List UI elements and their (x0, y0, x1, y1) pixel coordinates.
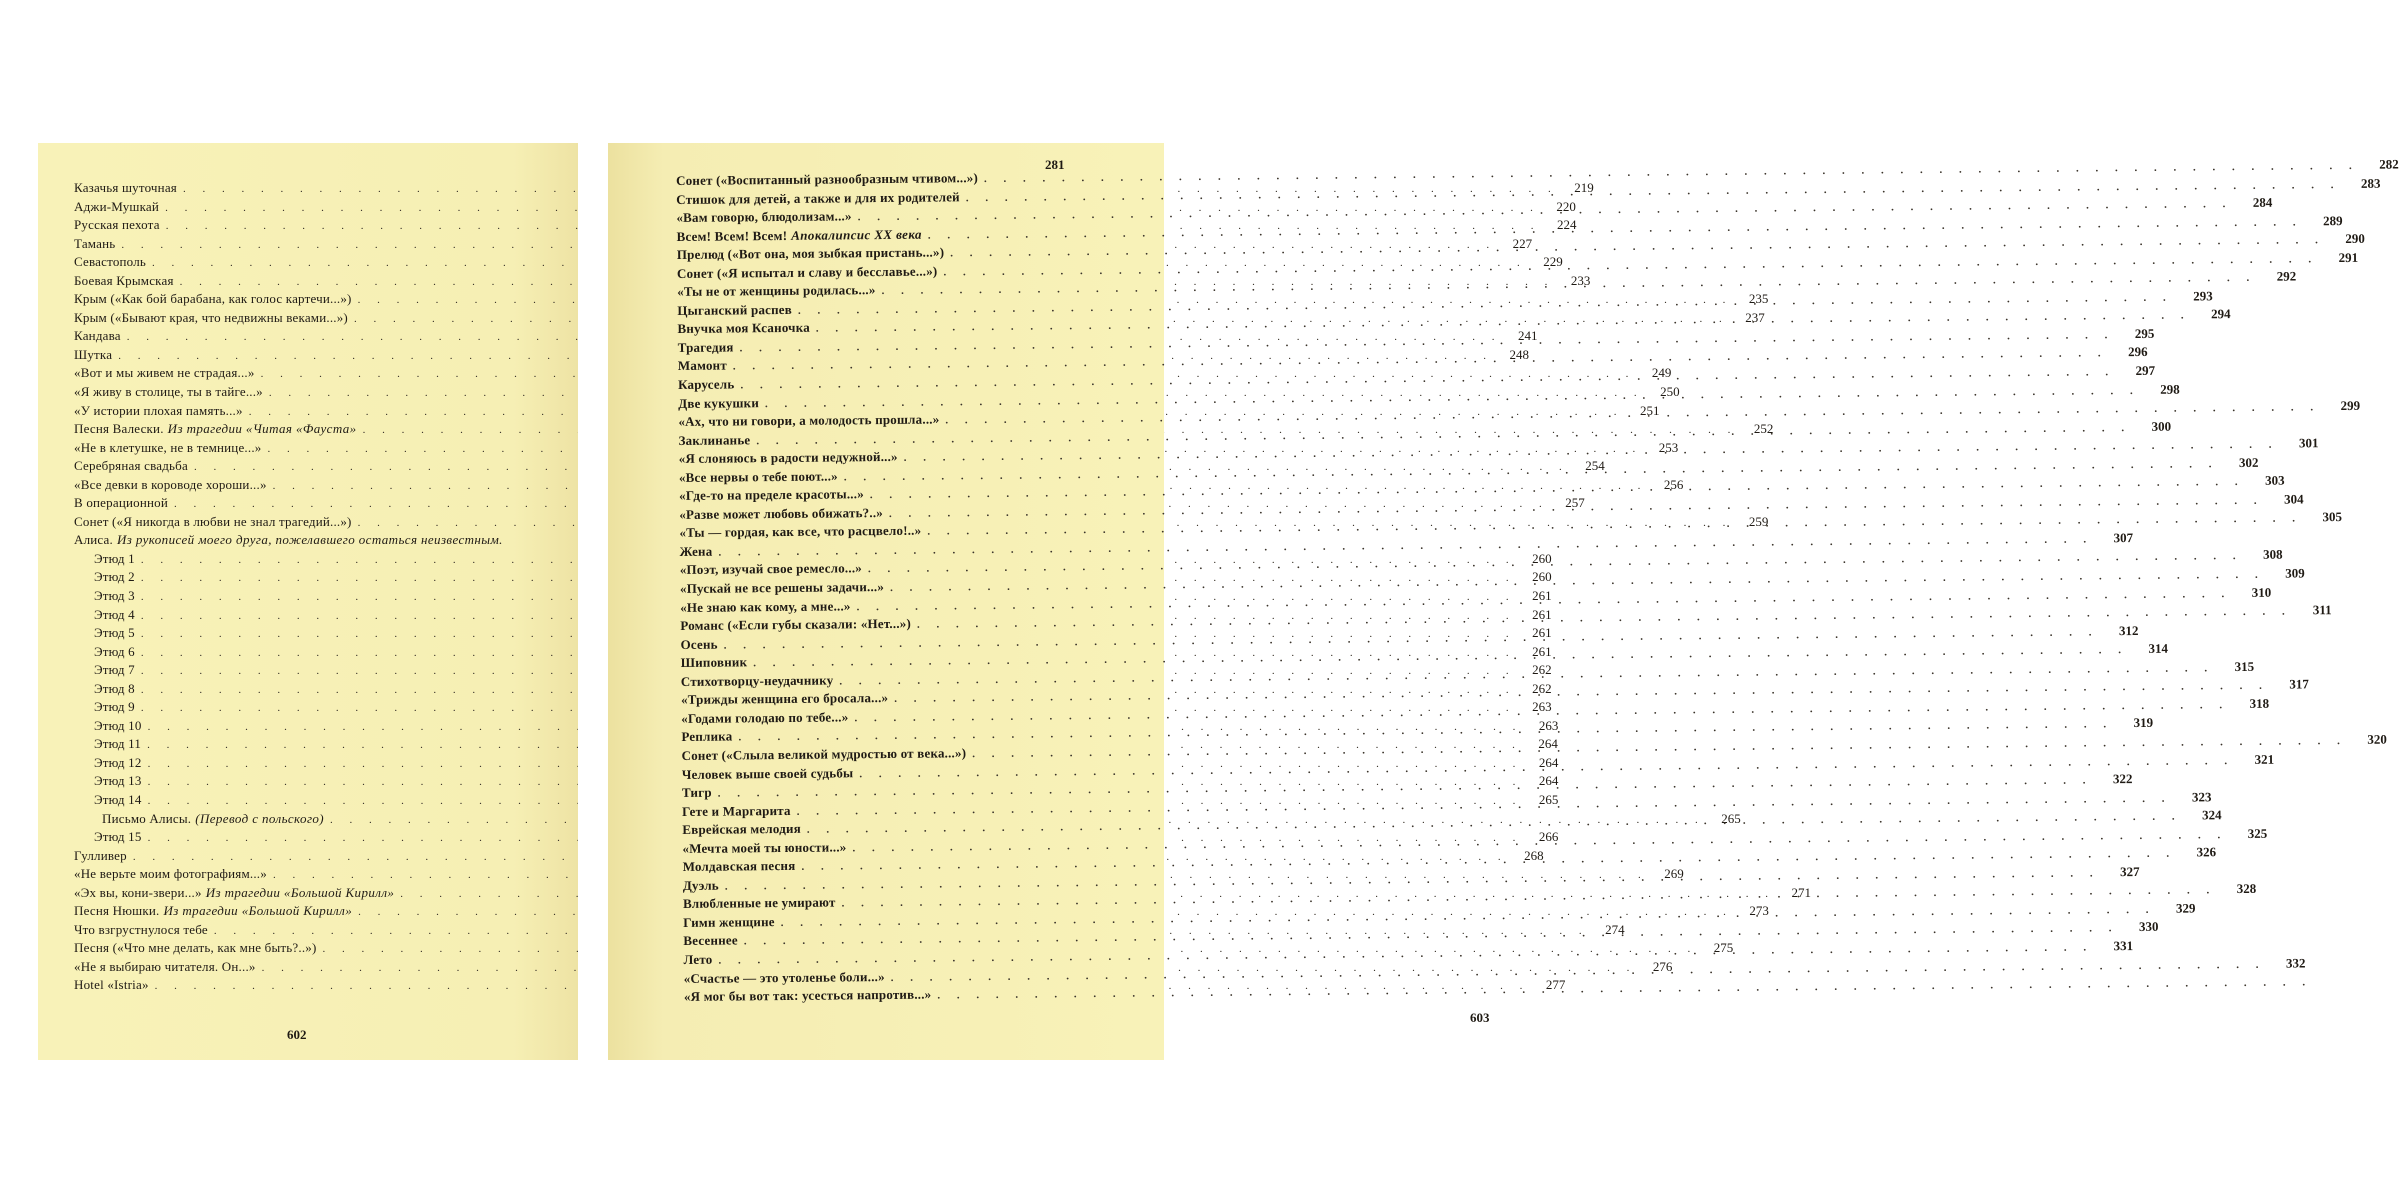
toc-entry-page: 302 (2238, 454, 2259, 470)
toc-entry-title: Шиповник (680, 654, 748, 671)
toc-entry-title: «Вам говорю, блюдолизам...» (676, 208, 852, 226)
toc-entry-title: «Где-то на пределе красоты...» (679, 486, 864, 504)
toc-entry-page: 241 (1518, 328, 1538, 344)
toc-entry-page: 303 (2264, 472, 2285, 489)
toc-entry-title: Реплика (681, 728, 733, 745)
toc-entry-page: 327 (2119, 863, 2140, 879)
toc-entry-title: Крым («Как бой барабана, как голос картечи...») (74, 291, 352, 307)
toc-entry-page: 268 (1524, 847, 1544, 863)
toc-entry-title: «Я живу в столице, ты в тайге...» (74, 384, 263, 400)
toc-entry-page: 264 (1538, 773, 1559, 789)
toc-entry-page: 264 (1538, 736, 1558, 752)
toc-entry-page: 328 (2236, 881, 2257, 897)
toc-entry-page: 224 (1556, 217, 1577, 233)
toc-entry-title: Лето (683, 951, 713, 967)
toc-entry-title: Этюд 6 (94, 643, 135, 659)
toc-entry-title: Этюд 12 (94, 754, 142, 770)
toc-entry-title: Этюд 9 (94, 699, 135, 715)
toc-entry-title: Мамонт (677, 357, 727, 374)
toc-entry-page: 262 (1532, 662, 1552, 678)
toc-entry-title: Этюд 10 (94, 717, 142, 733)
toc-entry-title: «Я мог бы вот так: усесться напротив...» (683, 986, 932, 1005)
toc-entry-title: В операционной (74, 495, 169, 511)
toc-entry-title: Казачья шуточная (74, 180, 177, 195)
toc-entry-title: Серебряная свадьба (74, 458, 188, 474)
toc-entry-note: Из трагедии «Большой Кирилл» (163, 903, 353, 919)
toc-entry-title: Стихотворцу-неудачнику (680, 672, 834, 689)
toc-entry-title: Цыганский распев (677, 301, 793, 318)
toc-entry-title: Что взгрустнулося тебе (74, 921, 208, 937)
toc-entry-title: Этюд 4 (94, 606, 135, 622)
toc-entry-title: «Годами голодаю по тебе...» (681, 709, 849, 726)
toc-entry-title: Человек выше своей судьбы (681, 764, 854, 782)
toc-entry-title: Карусель (677, 376, 735, 393)
toc-entry-page: 262 (1532, 680, 1552, 696)
toc-entry-page: 269 (1664, 866, 1684, 882)
toc-entry-page: 265 (1538, 792, 1559, 807)
toc-entry-title: «Пускай не все решены задачи...» (679, 579, 885, 597)
toc-entry-title: «Не я выбираю читателя. Он...» (74, 958, 256, 974)
toc-entry-page: 274 (1605, 921, 1625, 937)
toc-entry-page: 264 (1538, 754, 1559, 770)
toc-entry-title: Прелюд («Вот она, моя зыбкая пристань...») (676, 244, 945, 263)
toc-entry (74, 531, 540, 550)
toc-entry-page: 307 (2113, 529, 2134, 546)
toc-entry-title: Кандава (74, 328, 121, 344)
toc-entry-title: «Ты не от женщины родилась...» (677, 282, 876, 300)
toc-entry-title: Этюд 7 (94, 662, 135, 678)
toc-entry-title: «Эх вы, кони-звери...» (74, 884, 202, 900)
toc-entry-title: Этюд 3 (94, 587, 135, 603)
toc-entry-title: Песня Валески. (74, 421, 164, 437)
toc-entry-page: 253 (1658, 439, 1679, 455)
toc-entry-page: 263 (1538, 717, 1559, 733)
toc-entry-page: 317 (2289, 676, 2309, 692)
toc-entry-note: Апокалипсис XX века (791, 226, 922, 243)
toc-entry-title: Алиса. (74, 532, 113, 548)
toc-entry-page: 260 (1532, 569, 1552, 585)
left-page-number: 602 (287, 1027, 307, 1042)
toc-entry-page: 229 (1543, 254, 1563, 270)
toc-entry-page: 318 (2249, 695, 2270, 711)
toc-entry-page: 260 (1532, 550, 1552, 566)
toc-entry-page: 322 (2112, 771, 2133, 787)
toc-entry-title: Русская пехота (74, 217, 160, 233)
toc-entry-page: 290 (2345, 230, 2365, 247)
toc-entry-title: Осень (680, 636, 718, 652)
book-spread (38, 143, 2399, 1060)
toc-entry-page: 293 (2193, 288, 2213, 304)
toc-entry-page: 271 (1791, 884, 1812, 900)
toc-entry-title: «Ты — гордая, как все, что расцвело!..» (679, 523, 922, 541)
toc-entry-title: «Не верьте моим фотографиям...» (74, 866, 267, 882)
toc-entry-page: 265 (1721, 810, 1741, 826)
toc-entry-page: 283 (2360, 175, 2381, 191)
toc-entry-title: Всем! Всем! Всем! (676, 227, 788, 244)
toc-entry-page: 266 (1538, 829, 1559, 845)
toc-entry-title: Этюд 14 (94, 792, 142, 807)
right-page-number: 603 (1470, 1010, 1490, 1025)
toc-entry-title: «Поэт, изучай свое ремесло...» (679, 560, 863, 578)
toc-entry-title: Влюбленные не умирают (682, 894, 836, 912)
toc-entry-title: Этюд 1 (94, 550, 135, 566)
toc-entry-page: 219 (1574, 180, 1594, 195)
toc-entry-page: 261 (1532, 587, 1552, 603)
toc-entry-title: «Не знаю как кому, а мне...» (680, 597, 851, 615)
toc-entry-page: 298 (2160, 381, 2180, 397)
toc-entry-title: Тигр (681, 784, 712, 801)
toc-entry-page: 301 (2298, 435, 2319, 451)
toc-entry-page: 299 (2340, 397, 2361, 414)
toc-entry-title: «Все девки в короводе хороши...» (74, 476, 267, 492)
toc-entry-page: 296 (2128, 344, 2148, 360)
toc-entry-title: «Не в клетушке, не в темнице...» (74, 439, 262, 455)
toc-entry-title: Молдавская песня (682, 858, 796, 875)
toc-entry-page: 275 (1713, 940, 1734, 956)
book-gutter (578, 143, 608, 1060)
toc-entry-title: Песня Нюшки. (74, 903, 160, 919)
toc-entry-page: 325 (2247, 825, 2268, 841)
toc-entry-title: Гулливер (74, 847, 127, 863)
toc-entry-title: Сонет («Я испытал и славу и бесславье...») (676, 263, 938, 281)
toc-entry-title: Сонет («Я никогда в любви не знал трагедий...») (74, 513, 352, 529)
toc-entry-page: 249 (1651, 365, 1672, 381)
toc-entry-page: 256 (1663, 476, 1684, 492)
toc-entry-title: Сонет («Слыла великой мудростью от века...») (681, 745, 967, 763)
toc-entry-title: Этюд 5 (94, 625, 135, 641)
toc-entry-title: Песня («Что мне делать, как мне быть?..») (74, 940, 317, 956)
toc-entry-page: 305 (2322, 509, 2343, 525)
toc-entry-page: 261 (1532, 625, 1552, 641)
toc-entry-title: «Счастье — это утоленье боли...» (683, 968, 885, 986)
toc-entry-page: 277 (1545, 977, 1566, 993)
toc-entry-page: 321 (2254, 751, 2275, 767)
toc-entry-title: Сонет («Воспитанный разнообразным чтивом...») (676, 170, 979, 188)
toc-entry-title: «Ах, что ни говори, а молодость прошла...» (678, 411, 940, 430)
toc-entry-title: Этюд 15 (94, 829, 142, 845)
toc-entry (684, 984, 1144, 1007)
toc-entry-page: 259 (1748, 513, 1769, 529)
toc-entry-page: 237 (1745, 309, 1765, 325)
toc-entry-note: Из трагедии «Читая «Фауста» (167, 421, 357, 437)
toc-entry-page: 292 (2276, 268, 2297, 284)
toc-entry-page: 261 (1532, 606, 1552, 622)
toc-entry-title: Трагедия (677, 339, 734, 355)
toc-entry-title: Hotel «Istria» (74, 977, 149, 993)
toc-entry-page: 319 (2133, 715, 2154, 731)
toc-entry-title: Стишок для детей, а также и для их родителей (676, 188, 960, 207)
toc-entry-page: 332 (2285, 954, 2306, 971)
toc-entry-title: Жена (679, 543, 713, 559)
toc-entry-page: 315 (2234, 658, 2255, 674)
toc-entry-page: 235 (1748, 291, 1769, 307)
toc-entry-page: 233 (1570, 272, 1591, 288)
toc-entry-page: 324 (2201, 807, 2222, 823)
toc-entry-title: Боевая Крымская (74, 272, 174, 288)
toc-entry-page: 297 (2135, 362, 2156, 379)
toc-entry-title: «Разве может любовь обижать?..» (679, 504, 884, 522)
toc-entry-note: Из трагедии «Большой Кирилл» (205, 884, 395, 900)
toc-entry-page: 250 (1660, 384, 1680, 400)
toc-entry-title: «Все нервы о тебе поют...» (678, 468, 838, 485)
toc-entry-title: Романс («Если губы сказали: «Нет...») (680, 615, 912, 634)
toc-entry-page: 282 (2379, 156, 2399, 172)
toc-entry-title: Этюд 2 (94, 569, 135, 585)
toc-entry-page: 326 (2196, 844, 2217, 860)
toc-entry-page: 314 (2148, 640, 2168, 657)
toc-entry-page: 248 (1509, 346, 1529, 362)
toc-entry-title: Внучка моя Ксаночка (677, 320, 810, 337)
toc-entry-page: 330 (2138, 919, 2159, 935)
toc-entry-page: 261 (1532, 643, 1552, 659)
toc-entry-page: 291 (2338, 249, 2359, 265)
toc-entry-page: 320 (2367, 731, 2387, 747)
toc-entry-title: Весеннее (683, 932, 738, 949)
toc-entry-title: Крым («Бывают края, что недвижны веками...») (74, 309, 348, 325)
toc-entry-page: 310 (2251, 584, 2272, 600)
toc-entry-title: «Я слоняюсь в радости недужной...» (678, 449, 898, 467)
toc-entry-page: 284 (2252, 194, 2273, 210)
toc-entry-title: Заклинанье (678, 431, 751, 448)
toc-entry-page: 257 (1565, 495, 1585, 511)
toc-entry-title: Гимн женщине (683, 913, 775, 930)
toc-entry-page: 254 (1585, 458, 1605, 474)
right-page-top-number: 281 (1045, 157, 1065, 172)
toc-entry-title: «Мечта моей ты юности...» (682, 839, 847, 856)
toc-entry-title: Этюд 13 (94, 773, 142, 789)
toc-entry-page: 289 (2322, 212, 2343, 228)
toc-entry-page: 329 (2175, 900, 2196, 916)
toc-entry-page: 312 (2118, 622, 2139, 638)
toc-entry-title: Тамань (74, 235, 116, 251)
toc-entry-page: 294 (2210, 306, 2231, 322)
toc-entry-page: 304 (2284, 491, 2304, 507)
toc-entry-page: 331 (2113, 938, 2134, 954)
toc-entry-page: 227 (1512, 235, 1533, 251)
toc-entry-page: 300 (2151, 418, 2172, 434)
toc-entry-title: Севастополь (74, 254, 147, 270)
toc-entry-title: Аджи-Мушкай (74, 198, 160, 214)
toc-entry-title: «Вот и мы живем не страдая...» (74, 365, 255, 381)
toc-entry-page: 251 (1639, 402, 1660, 418)
toc-entry-page: 220 (1556, 198, 1576, 214)
toc-entry-page: 276 (1652, 958, 1673, 974)
toc-entry-title: Шутка (74, 346, 113, 362)
toc-entry-page: 308 (2263, 547, 2283, 563)
toc-entry-page: 311 (2312, 602, 2332, 618)
toc-entry-title: Две кукушки (678, 394, 760, 411)
toc-entry-title: Еврейская мелодия (682, 820, 801, 838)
toc-entry-page: 263 (1532, 699, 1552, 715)
toc-entry-title: Этюд 11 (94, 736, 142, 752)
toc-entry-page: 252 (1753, 421, 1774, 437)
toc-entry-page: 309 (2285, 565, 2305, 581)
toc-entry-title: «У истории плохая память...» (74, 402, 243, 418)
toc-entry-title: «Трижды женщина его бросала...» (680, 690, 889, 708)
toc-entry-note: Из рукописей моего друга, пожелавшего остаться неизвестным. (116, 532, 503, 548)
toc-entry-title: Этюд 8 (94, 680, 135, 696)
toc-entry-title: Письмо Алисы. (102, 810, 192, 826)
toc-entry-page: 323 (2191, 788, 2212, 805)
toc-entry-page: 273 (1749, 903, 1769, 919)
toc-entry-title: Дуэль (682, 877, 719, 893)
toc-entry-note: (Перевод с польского) (195, 810, 325, 826)
toc-entry-title: Гете и Маргарита (682, 802, 791, 819)
toc-entry-page: 295 (2134, 325, 2155, 341)
